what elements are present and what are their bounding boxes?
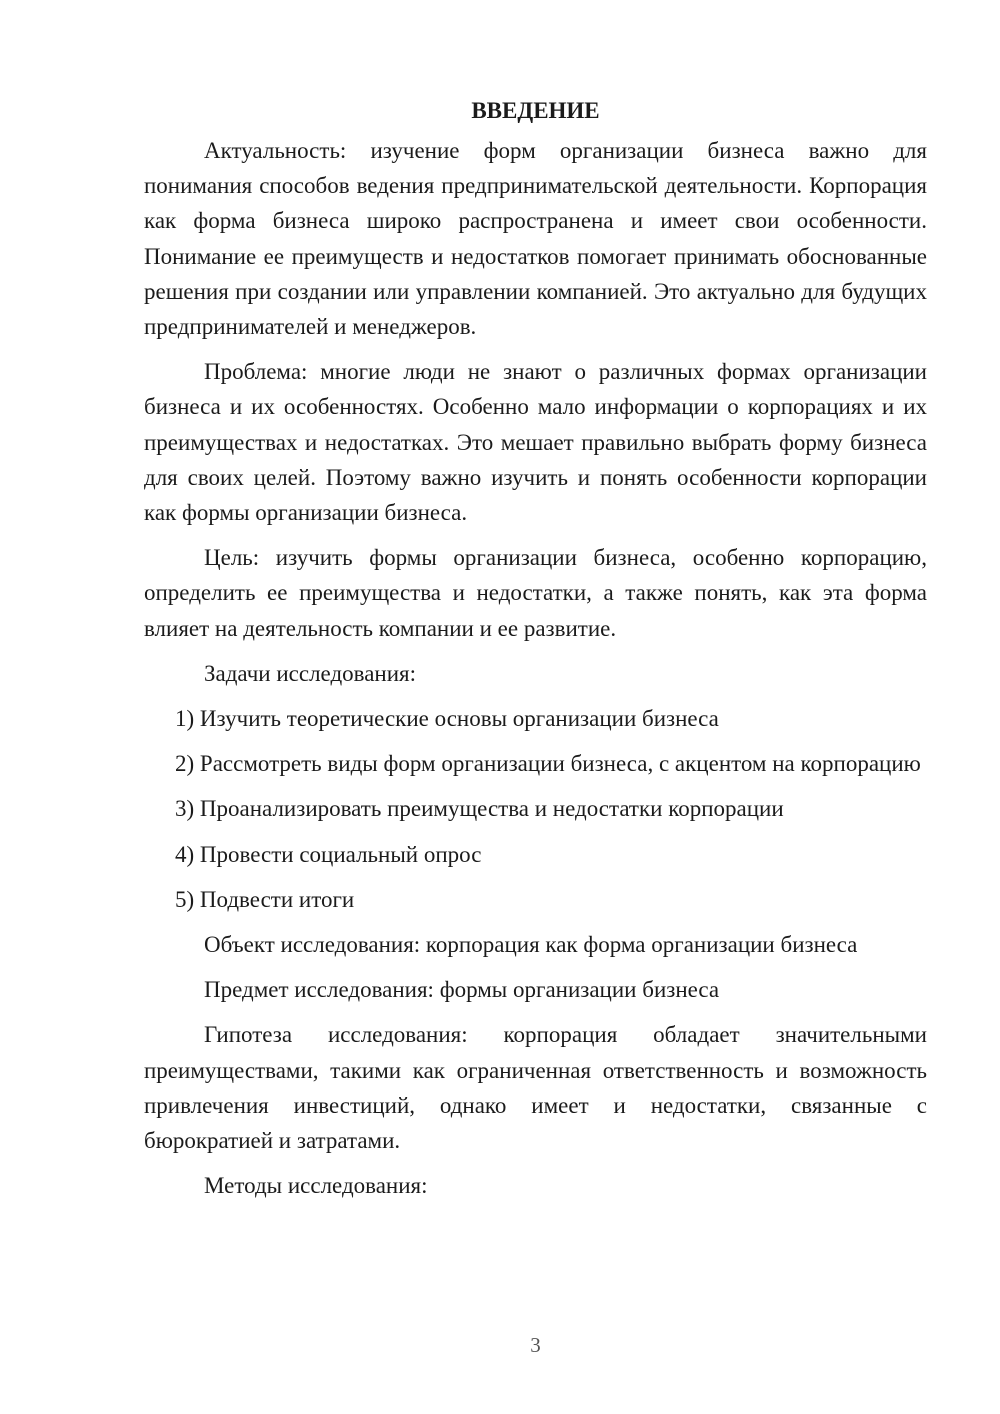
page-number: 3 — [530, 1333, 541, 1357]
paragraph-relevance: Актуальность: изучение форм организации бизнеса важно для понимания способов ведения предпринимательской деятельности. Корпорация как форма бизнеса широко распространена и имеет свои особенности. Понимание ее преимуществ и недостатков помогает принимать обоснованные решения при создании или управлении компанией. Это актуально для будущих предпринимателей и менеджеров. — [144, 138, 927, 340]
paragraph-subject: Предмет исследования: формы организации бизнеса — [204, 977, 720, 1003]
paragraph-methods: Методы исследования: — [204, 1173, 428, 1199]
task-item-4: 4) Провести социальный опрос — [175, 841, 482, 867]
task-item-5: 5) Подвести итоги — [175, 886, 355, 912]
document-page — [144, 95, 927, 1213]
paragraph-object: Объект исследования: корпорация как форма организации бизнеса — [204, 932, 858, 958]
tasks-heading: Задачи исследования: — [204, 660, 417, 686]
paragraph-problem: Проблема: многие люди не знают о различных формах организации бизнеса и их особенностях. Особенно мало информации о корпорациях и их преимуществах и недостатках. Это мешает правильно выбрать форму бизнеса для своих целей. Поэтому важно изучить и понять особенности корпорации как формы организации бизнеса. — [144, 359, 927, 526]
task-item-3: 3) Проанализировать преимущества и недостатки корпорации — [175, 796, 784, 822]
section-heading: ВВЕДЕНИЕ — [471, 98, 600, 123]
paragraph-hypothesis: Гипотеза исследования: корпорация обладает значительными преимуществами, такими как ограниченная ответственность и возможность привлечения инвестиций, однако имеет и недостатки, связанные с бюрократией и затратами. — [144, 1022, 927, 1154]
task-item-2: 2) Рассмотреть виды форм организации бизнеса, с акцентом на корпорацию — [175, 751, 921, 777]
paragraph-goal: Цель: изучить формы организации бизнеса, особенно корпорацию, определить ее преимущества и недостатки, а также понять, как эта форма влияет на деятельность компании и ее развитие. — [144, 545, 927, 641]
task-item-1: 1) Изучить теоретические основы организации бизнеса — [175, 706, 719, 732]
